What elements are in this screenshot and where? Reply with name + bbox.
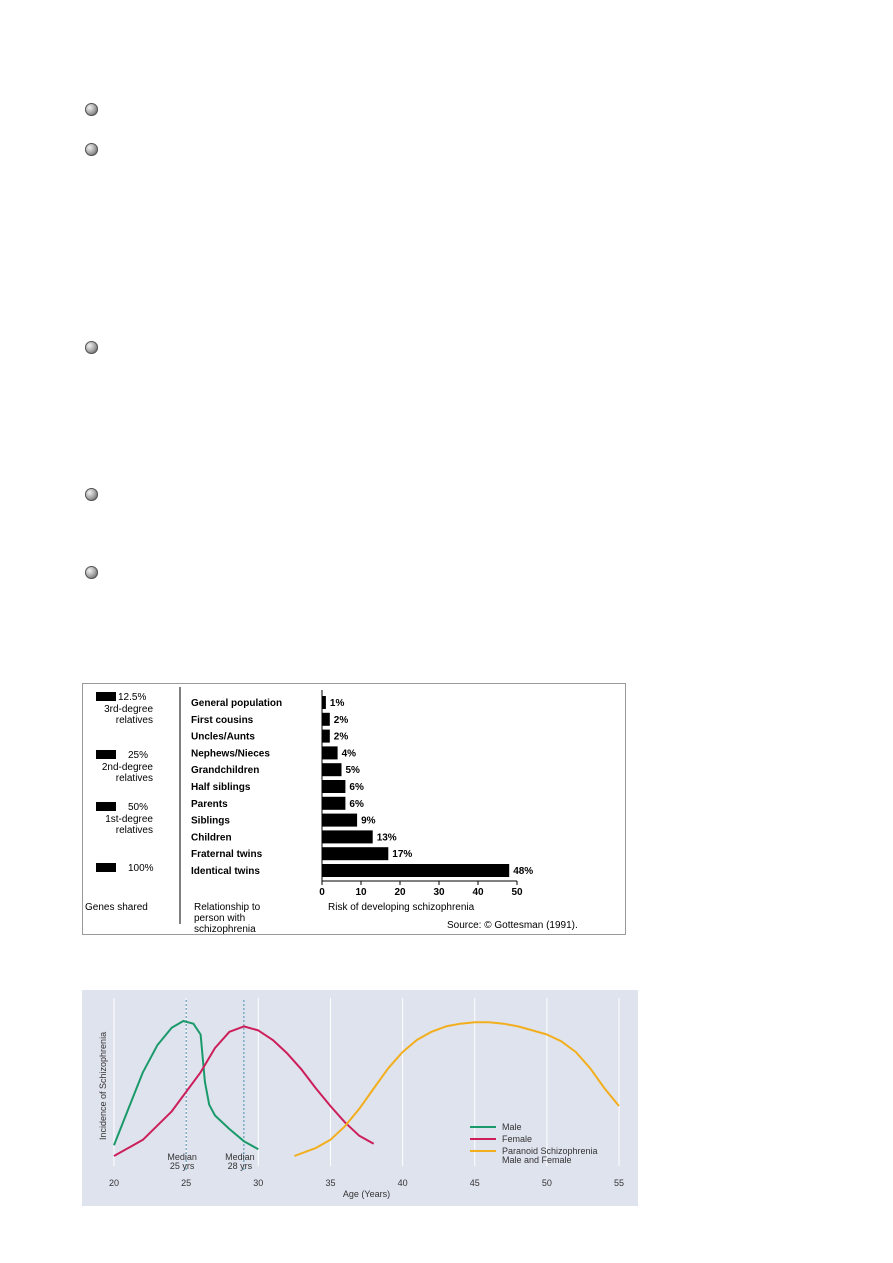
bar-value-label: 9% (361, 815, 376, 827)
genes-degree-label: relatives (115, 715, 153, 726)
x-tick-label: 45 (469, 1178, 480, 1188)
bullet-5 (85, 566, 98, 579)
median-label: 28 yrs (227, 1161, 253, 1171)
source-note: Source: © Gottesman (1991). (447, 920, 578, 931)
category-label: Grandchildren (191, 765, 260, 777)
median-label: Median (167, 1152, 197, 1162)
bar-10 (322, 847, 388, 860)
x-tick-label: 25 (181, 1178, 192, 1188)
bullet-2 (85, 143, 98, 156)
median-label: 25 yrs (169, 1161, 195, 1171)
median-label: Median (225, 1152, 255, 1162)
legend-label: Paranoid Schizophrenia (502, 1146, 598, 1156)
genes-shared-swatch (96, 750, 116, 759)
genes-degree-label: relatives (115, 825, 153, 836)
bar-value-label: 6% (349, 798, 364, 810)
age-incidence-line-chart (82, 990, 638, 1206)
category-label: Fraternal twins (191, 849, 263, 861)
category-label: First cousins (191, 714, 254, 726)
legend-label: Male (502, 1122, 522, 1132)
x-tick-label: 40 (472, 887, 484, 898)
bar-value-label: 6% (349, 782, 364, 793)
bar-value-label: 2% (333, 731, 349, 743)
x-tick-label: 50 (511, 887, 523, 898)
genetic-risk-bar-chart (82, 683, 626, 935)
bar-8 (322, 814, 357, 827)
bullet-3 (85, 341, 98, 354)
x-tick-label: 30 (253, 1178, 264, 1188)
genes-shared-swatch (96, 802, 116, 811)
genes-percent-label: 12.5% (118, 692, 147, 703)
genes-percent-label: 25% (128, 750, 149, 761)
x-tick-label: 20 (108, 1178, 120, 1188)
relationship-title: Relationship to (194, 902, 261, 913)
genes-shared-swatch (96, 863, 116, 872)
bar-3 (322, 730, 330, 743)
category-label: Parents (191, 798, 228, 810)
legend-label: Female (502, 1134, 533, 1144)
relationship-title: person with (194, 913, 246, 924)
bullet-1 (85, 103, 98, 116)
bar-6 (322, 780, 345, 793)
bar-value-label: 1% (329, 698, 345, 709)
bar-7 (322, 797, 345, 810)
category-label: Siblings (191, 815, 230, 827)
bar-value-label: 4% (341, 748, 357, 760)
bar-9 (322, 830, 373, 843)
genes-degree-label: 3rd-degree (104, 704, 153, 715)
legend-label: Male and Female (502, 1155, 572, 1165)
category-label: Nephews/Nieces (191, 748, 270, 760)
genes-degree-label: 2nd-degree (101, 762, 153, 773)
x-axis-title: Age (Years) (342, 1189, 391, 1199)
bar-value-label: 13% (376, 832, 397, 844)
bar-2 (322, 713, 330, 726)
genes-shared-title: Genes shared (85, 902, 148, 913)
x-tick-label: 50 (541, 1178, 552, 1188)
bar-value-label: 5% (345, 765, 360, 777)
bar-value-label: 2% (333, 714, 349, 726)
x-tick-label: 35 (325, 1178, 336, 1188)
bar-5 (322, 763, 342, 776)
x-axis-title: Risk of developing schizophrenia (328, 902, 475, 913)
genes-degree-label: 1st-degree (105, 814, 153, 825)
category-label: Children (191, 832, 232, 844)
genes-percent-label: 100% (128, 863, 154, 874)
bar-value-label: 17% (392, 849, 413, 861)
genes-percent-label: 50% (128, 802, 149, 813)
category-label: Identical twins (191, 866, 260, 877)
bar-1 (322, 696, 326, 709)
category-label: Half siblings (191, 782, 251, 793)
bar-4 (322, 746, 338, 759)
bullet-4 (85, 488, 98, 501)
bar-11 (322, 864, 509, 877)
y-axis-title: Incidence of Schizophrenia (98, 1031, 108, 1140)
genes-shared-swatch (96, 692, 116, 701)
category-label: Uncles/Aunts (191, 731, 255, 743)
genes-degree-label: relatives (115, 773, 153, 784)
series-line-3 (294, 1022, 619, 1156)
x-tick-label: 20 (394, 887, 406, 898)
relationship-title: schizophrenia (194, 924, 256, 935)
x-tick-label: 0 (319, 887, 325, 898)
category-label: General population (191, 698, 283, 709)
x-tick-label: 40 (397, 1178, 408, 1188)
x-tick-label: 10 (355, 887, 367, 898)
bar-value-label: 48% (513, 866, 534, 877)
x-tick-label: 30 (433, 887, 445, 898)
x-tick-label: 55 (614, 1178, 625, 1188)
